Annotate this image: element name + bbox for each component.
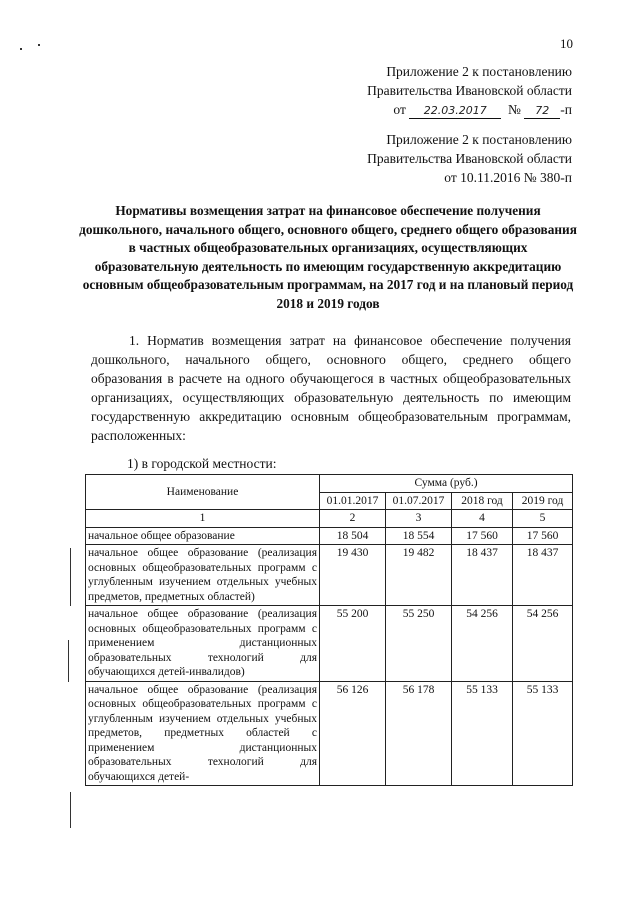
from-prefix: от: [393, 102, 406, 117]
row-value: 18 554: [386, 527, 452, 545]
subheading-urban: 1) в городской местности:: [127, 456, 277, 471]
row-value: 17 560: [452, 527, 513, 545]
norms-table: [85, 474, 573, 786]
row-value: 55 133: [513, 681, 573, 786]
row-name: начальное общее образование (реализация основных общеобразовательных программ с применением дистанционных образовательных технологий для обучающихся детей-инвалидов): [86, 606, 320, 682]
row-value: 56 178: [386, 681, 452, 786]
handwritten-date: 22.03.2017: [423, 104, 487, 117]
header-name: Наименование: [86, 475, 320, 510]
column-number-row: [86, 510, 573, 528]
scan-artifact-mark: [38, 44, 40, 46]
col-number: 1: [86, 510, 320, 528]
row-name: начальное общее образование (реализация основных общеобразовательных программ с углубленным изучением отдельных учебных предметов, предметных областей): [86, 545, 320, 606]
row-value: 55 200: [320, 606, 386, 682]
header-col: 2018 год: [452, 492, 513, 510]
row-value: 17 560: [513, 527, 573, 545]
appendix-current-line2: Правительства Ивановской области: [367, 83, 572, 98]
header-sum: Сумма (руб.): [320, 475, 573, 493]
appendix-original-line3: от 10.11.2016 № 380-п: [444, 170, 572, 185]
row-value: 19 430: [320, 545, 386, 606]
row-value: 54 256: [513, 606, 573, 682]
table-row: [86, 681, 573, 786]
col-number: 5: [513, 510, 573, 528]
header-col: 01.01.2017: [320, 492, 386, 510]
page-number: 10: [560, 36, 573, 51]
number-suffix: -п: [560, 102, 572, 117]
header-col: 2019 год: [513, 492, 573, 510]
table-row: [86, 606, 573, 682]
row-value: 18 504: [320, 527, 386, 545]
row-value: 55 133: [452, 681, 513, 786]
document-title: Нормативы возмещения затрат на финансовое обеспечение получения дошкольного, начального общего, основного общего, среднего общего образования в частных общеобразовательных организациях, осуществляющих образовательную деятельность по имеющим государственную аккредитацию основным общеобразовательным программам, на 2017 год и на плановый период 2018 и 2019 годов: [79, 203, 577, 311]
appendix-current-line3: [367, 100, 572, 119]
appendix-current-header: [367, 62, 572, 119]
row-value: 56 126: [320, 681, 386, 786]
appendix-current-line1: Приложение 2 к постановлению: [386, 64, 572, 79]
table-row: [86, 545, 573, 606]
row-value: 55 250: [386, 606, 452, 682]
row-value: 54 256: [452, 606, 513, 682]
paragraph-1: 1. Норматив возмещения затрат на финансовое обеспечение получения дошкольного, начального общего, основного общего, среднего общего образования в расчете на одного обучающегося в частных общеобразовательных организациях, осуществляющих образовательную деятельность по имеющим государственную аккредитацию основным общеобразовательным программам, расположенных:: [91, 333, 571, 443]
table-row: [86, 527, 573, 545]
row-name: начальное общее образование (реализация основных общеобразовательных программ с углубленным изучением отдельных учебных предметов, предметных областей с применением дистанционных образовательных технологий для обучающихся детей-: [86, 681, 320, 786]
table-header-row: [86, 475, 573, 493]
number-sign: №: [508, 102, 521, 117]
col-number: 3: [386, 510, 452, 528]
col-number: 2: [320, 510, 386, 528]
row-value: 18 437: [452, 545, 513, 606]
row-value: 18 437: [513, 545, 573, 606]
appendix-original-line1: Приложение 2 к постановлению: [386, 132, 572, 147]
scan-artifact-mark: [70, 548, 71, 606]
scan-artifact-mark: [20, 48, 22, 50]
scan-artifact-mark: [68, 640, 69, 682]
handwritten-number: 72: [535, 104, 550, 117]
col-number: 4: [452, 510, 513, 528]
header-col: 01.07.2017: [386, 492, 452, 510]
appendix-original-header: [367, 130, 572, 187]
row-value: 19 482: [386, 545, 452, 606]
scan-artifact-mark: [70, 792, 71, 828]
row-name: начальное общее образование: [86, 527, 320, 545]
appendix-original-line2: Правительства Ивановской области: [367, 151, 572, 166]
